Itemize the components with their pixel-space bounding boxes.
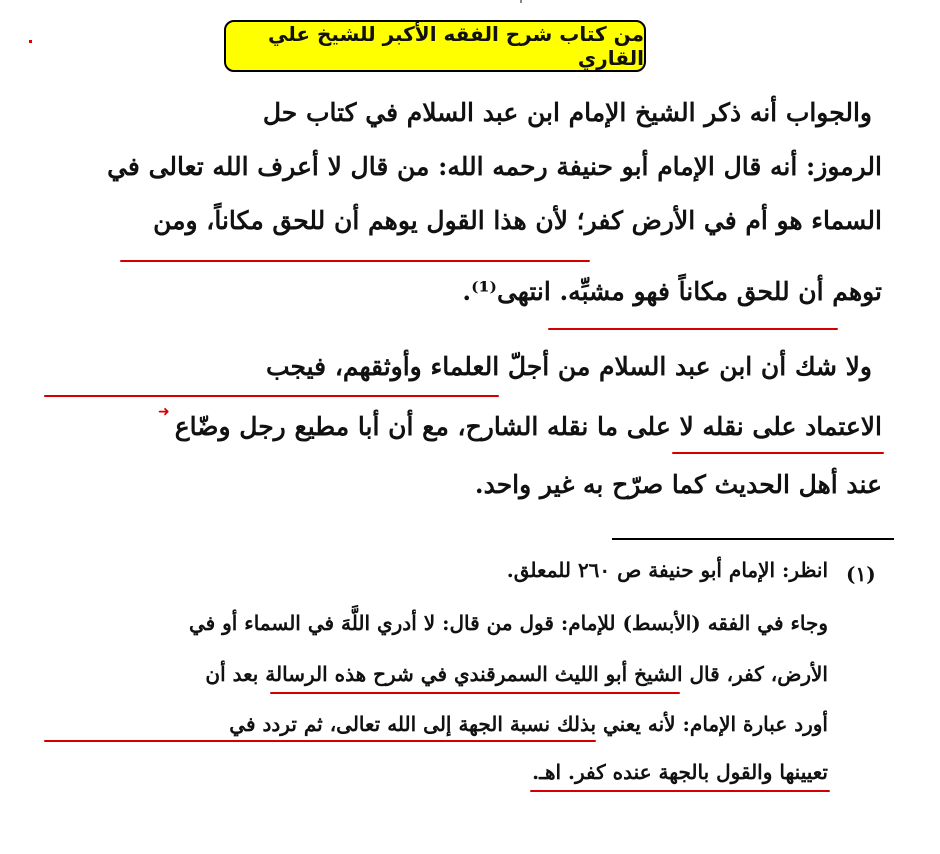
main-line-3: السماء هو أم في الأرض كفر؛ لأن هذا القول يوهم أن للحق مكاناً، ومن	[153, 206, 882, 235]
footnote-rule	[612, 538, 894, 540]
underline-main-4	[548, 328, 838, 330]
underline-main-5	[44, 395, 499, 397]
underline-fn-5	[530, 790, 830, 792]
underline-main-6	[672, 452, 884, 454]
main-line-2: الرموز: أنه قال الإمام أبو حنيفة رحمه الله: من قال لا أعرف الله تعالى في	[107, 152, 882, 181]
footnote-line-3: الأرض، كفر، قال الشيخ أبو الليث السمرقندي في شرح هذه الرسالة بعد أن	[205, 662, 828, 686]
main-line-1: والجواب أنه ذكر الشيخ الإمام ابن عبد السلام في كتاب حل	[262, 98, 872, 127]
page-title: من كتاب شرح الفقه الأكبر للشيخ علي القاري	[224, 20, 646, 72]
footnote-line-1: انظر: الإمام أبو حنيفة ص ٢٦٠ للمعلق.	[506, 558, 828, 582]
main-line-4: توهم أن للحق مكاناً فهو مشبِّه. انتهى⁽¹⁾.	[462, 277, 882, 306]
underline-fn-4	[44, 740, 596, 742]
main-line-6: الاعتماد على نقله لا على ما نقله الشارح، مع أن أبا مطيع رجل وضّاع	[174, 412, 882, 441]
footnote-number: (١)	[846, 562, 876, 586]
red-dot-mark	[29, 40, 32, 43]
main-line-7: عند أهل الحديث كما صرّح به غير واحد.	[474, 470, 882, 499]
arrow-mark-icon: ➜	[158, 404, 170, 420]
main-line-5: ولا شك أن ابن عبد السلام من أجلّ العلماء وأوثقهم، فيجب	[265, 352, 872, 381]
footnote-line-5: تعيينها والقول بالجهة عنده كفر. اهـ.	[532, 760, 828, 784]
underline-main-3	[120, 260, 590, 262]
footnote-line-2: وجاء في الفقه (الأبسط) للإمام: قول من قال: لا أدري اللَّهَ في السماء أو في	[188, 611, 828, 635]
page-mark	[520, 0, 522, 3]
footnote-line-4: أورد عبارة الإمام: لأنه يعني بذلك نسبة الجهة إلى الله تعالى، ثم تردد في	[229, 712, 828, 736]
underline-fn-3	[270, 692, 680, 694]
